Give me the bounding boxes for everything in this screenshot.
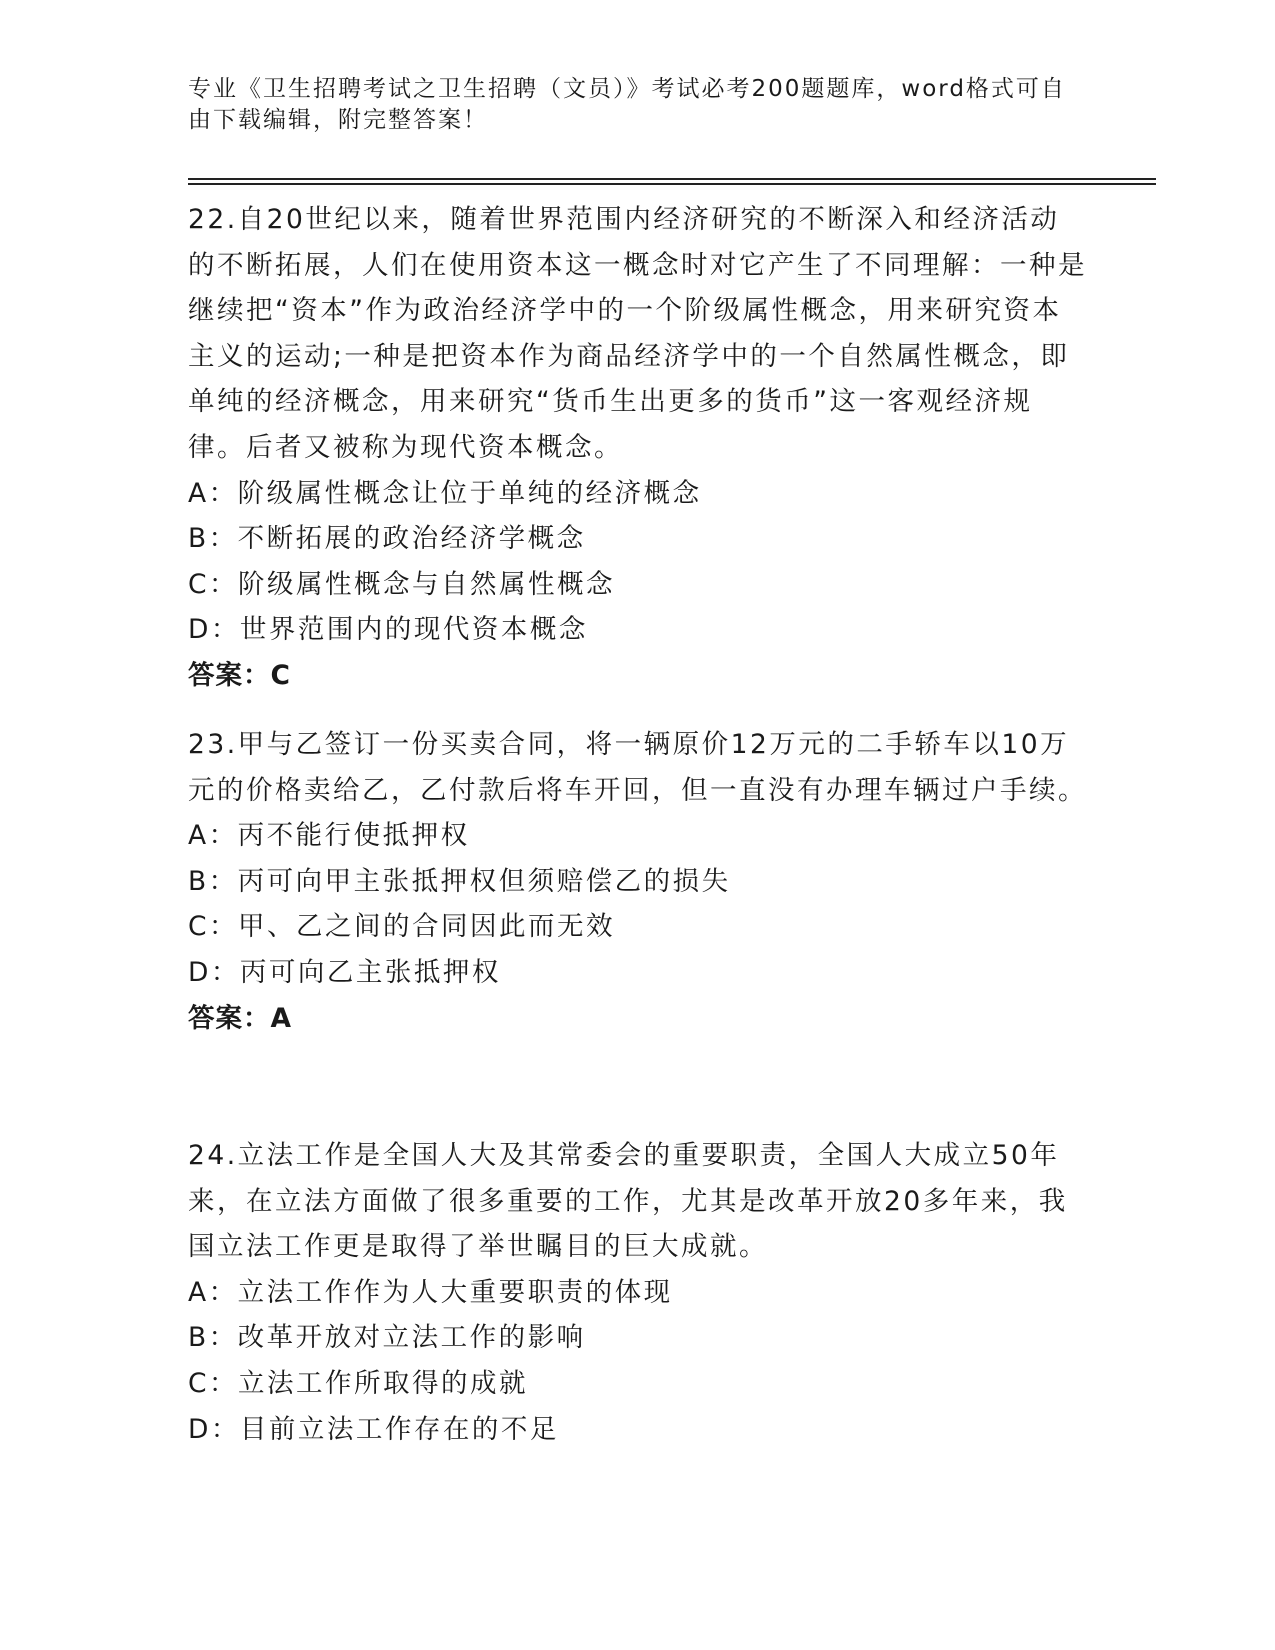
question-23	[188, 722, 1088, 1041]
option-a: A：阶级属性概念让位于单纯的经济概念	[188, 477, 702, 509]
answer-label: 答案：C	[188, 659, 291, 691]
option-a: A：丙不能行使抵押权	[188, 820, 470, 852]
question-24	[188, 1133, 1088, 1452]
option-d: D：目前立法工作存在的不足	[188, 1413, 559, 1445]
option-c: C：阶级属性概念与自然属性概念	[188, 568, 616, 600]
answer-label: 答案：A	[188, 1002, 293, 1034]
option-c: C：甲、乙之间的合同因此而无效	[188, 911, 616, 943]
option-d: D：世界范围内的现代资本概念	[188, 614, 588, 646]
header-rule-bottom	[188, 183, 1156, 185]
option-b: B：改革开放对立法工作的影响	[188, 1322, 586, 1354]
option-c: C：立法工作所取得的成就	[188, 1367, 529, 1399]
option-a: A：立法工作作为人大重要职责的体现	[188, 1276, 673, 1308]
header-note: 专业《卫生招聘考试之卫生招聘（文员）》考试必考200题题库，word格式可自由下载编辑，附完整答案！	[188, 76, 1066, 133]
question-22	[188, 197, 1088, 699]
option-d: D：丙可向乙主张抵押权	[188, 956, 501, 988]
question-stem: 23.甲与乙签订一份买卖合同，将一辆原价12万元的二手轿车以10万元的价格卖给乙，乙付款后将车开回，但一直没有办理车辆过户手续。	[188, 729, 1087, 806]
header-rule-top	[188, 178, 1156, 180]
question-stem: 24.立法工作是全国人大及其常委会的重要职责，全国人大成立50年来，在立法方面做了很多重要的工作，尤其是改革开放20多年来，我国立法工作更是取得了举世瞩目的巨大成就。	[188, 1140, 1068, 1263]
option-b: B：不断拓展的政治经济学概念	[188, 523, 586, 555]
option-b: B：丙可向甲主张抵押权但须赔偿乙的损失	[188, 865, 731, 897]
question-stem: 22.自20世纪以来，随着世界范围内经济研究的不断深入和经济活动的不断拓展，人们在使用资本这一概念时对它产生了不同理解：一种是继续把“资本”作为政治经济学中的一个阶级属性概念，用来研究资本主义的运动;一种是把资本作为商品经济学中的一个自然属性概念，即单纯的经济概念，用来研究“货币生出更多的货币”这一客观经济规律。后者又被称为现代资本概念。	[188, 204, 1087, 463]
